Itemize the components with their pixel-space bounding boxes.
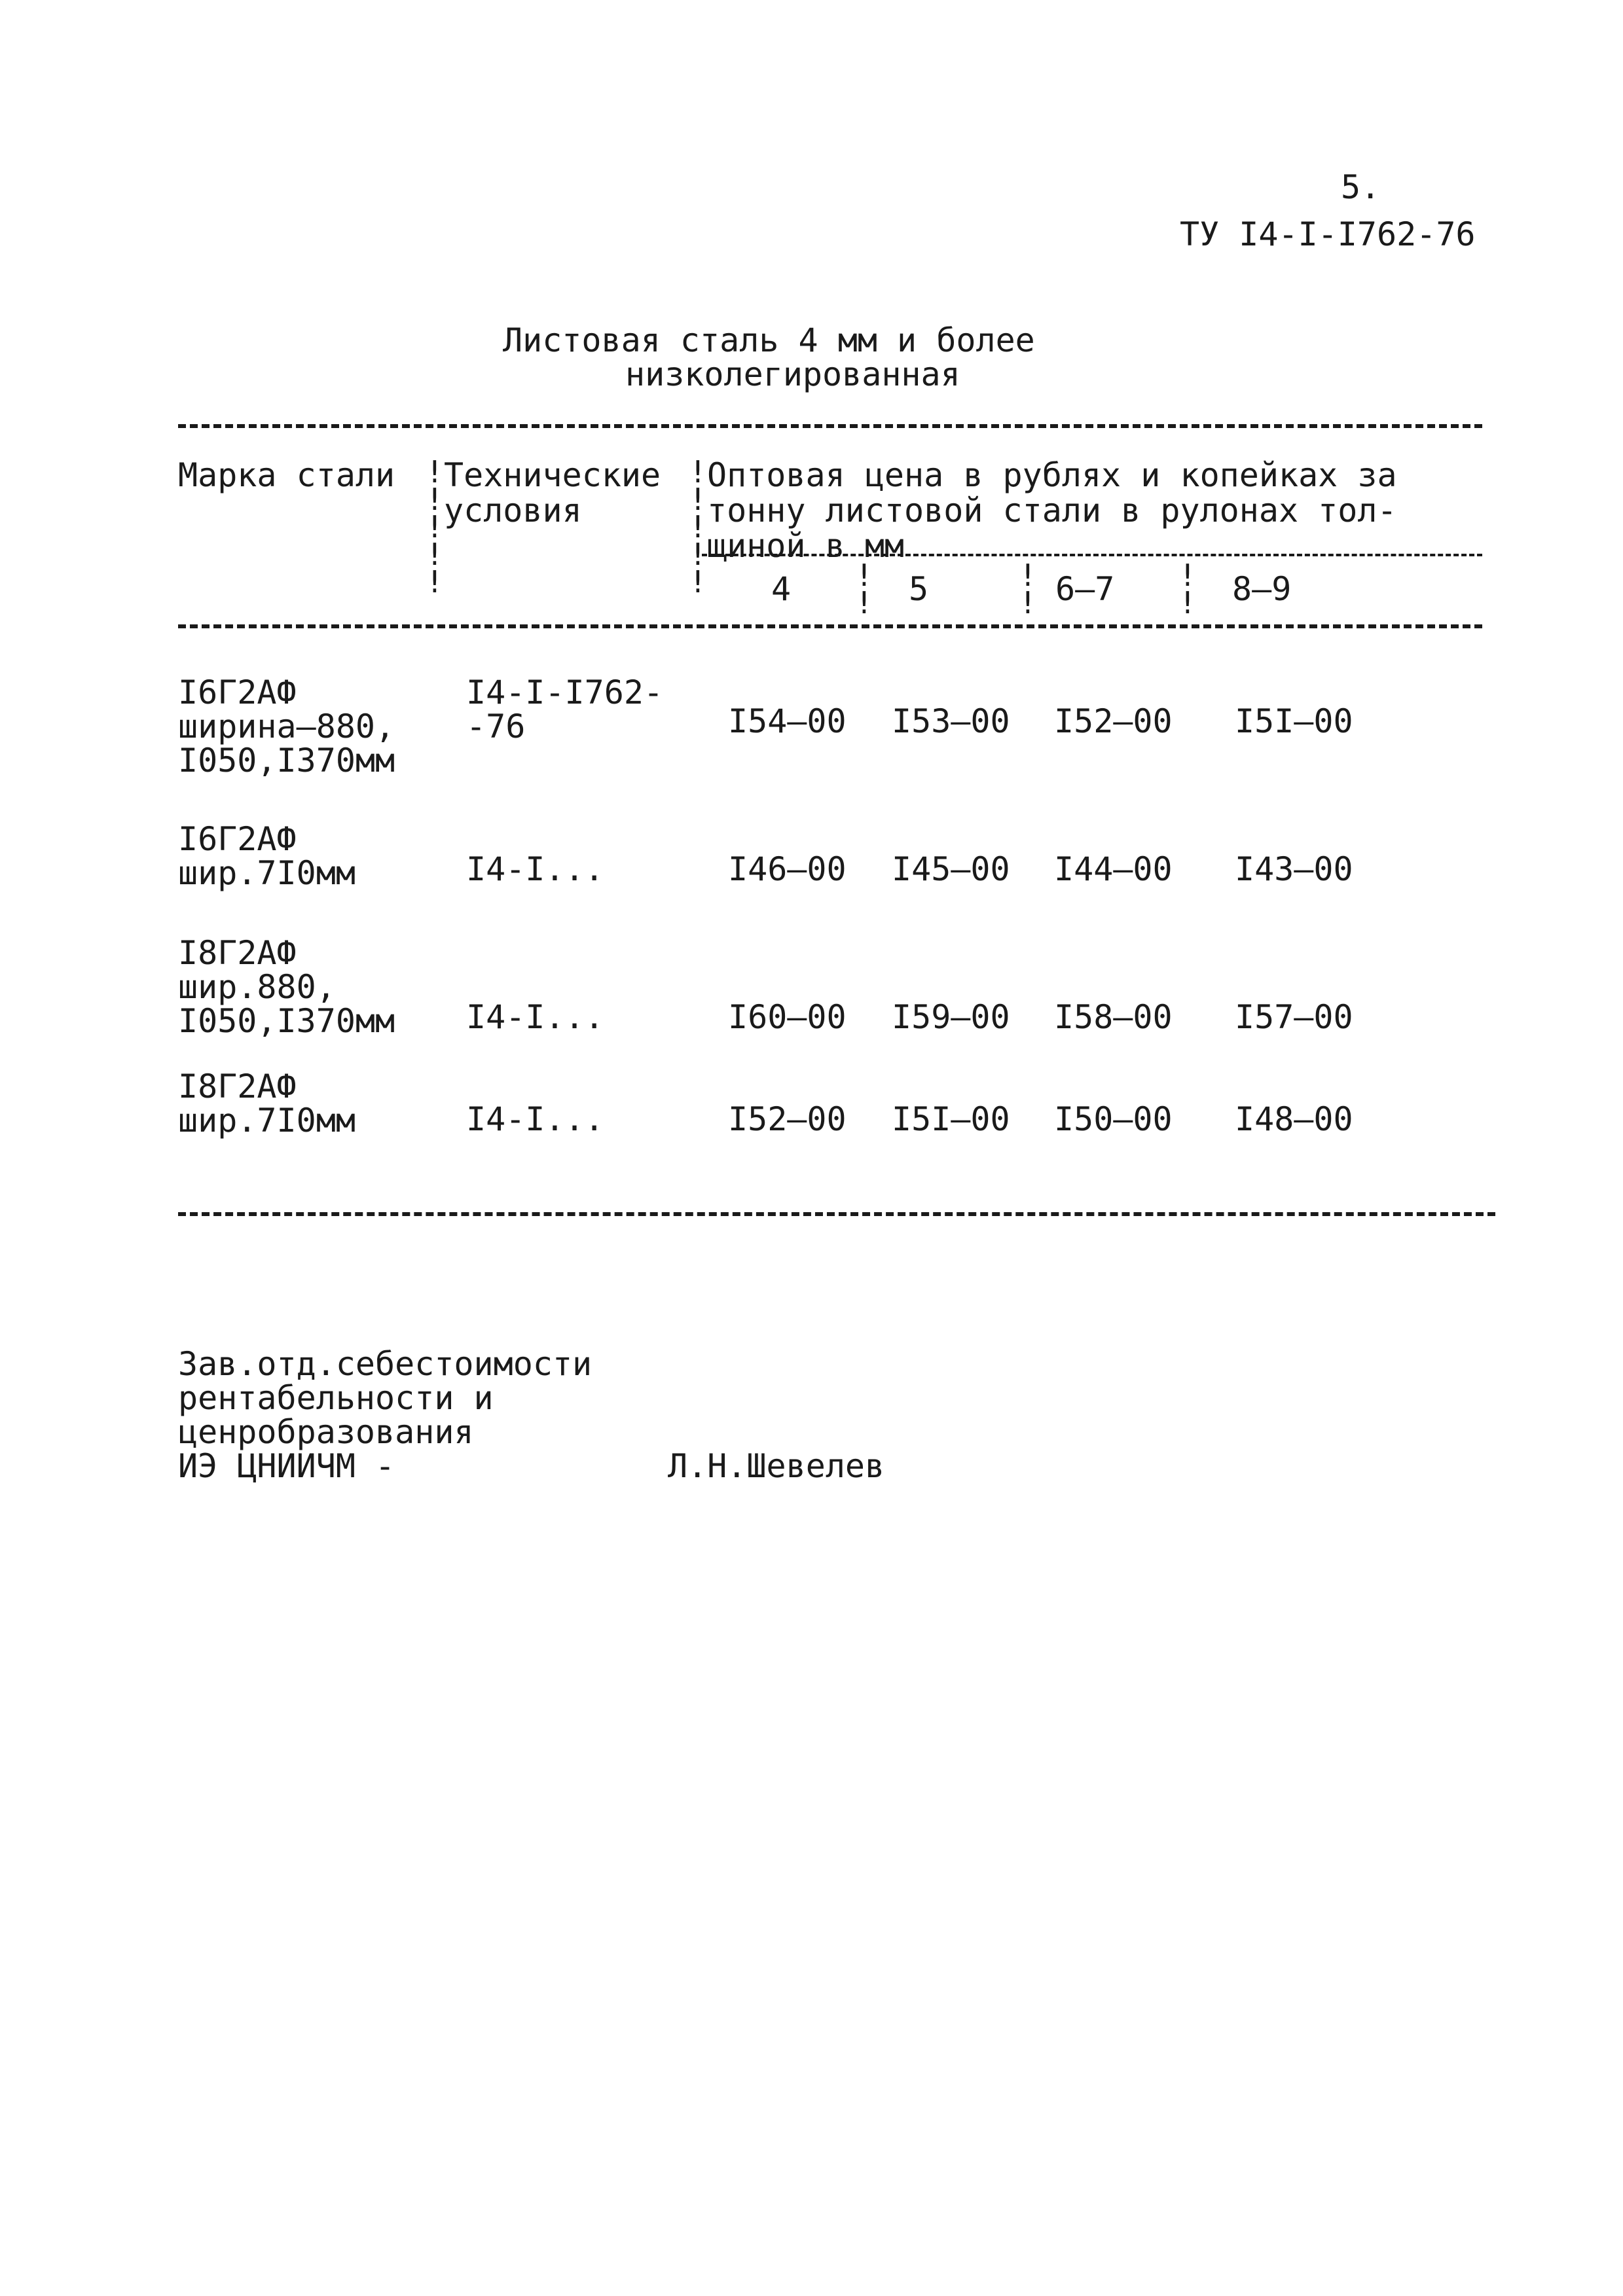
row1-price-4: I54–00 <box>728 702 847 740</box>
thickness-4: 4 <box>771 570 792 608</box>
row1-grade-line-2: ширина–880, <box>178 708 395 745</box>
row2-price-5: I45–00 <box>892 850 1010 888</box>
table-bottom-rule <box>178 1212 1495 1216</box>
row2-tu: I4-I... <box>466 850 604 888</box>
thickness-separator-3: ! ! <box>1178 558 1197 620</box>
signature-line-3: ценробразования <box>178 1413 474 1451</box>
thickness-separator-1: ! ! <box>855 558 873 620</box>
row2-grade-line-2: шир.7I0мм <box>178 854 356 892</box>
row1-grade-line-1: I6Г2АФ <box>178 673 297 711</box>
row4-price-8-9: I48–00 <box>1235 1100 1353 1138</box>
row3-price-4: I60–00 <box>728 998 847 1036</box>
title-line-1: Листовая сталь 4 мм и более <box>503 321 1035 359</box>
price-subheader-rule <box>702 554 1482 556</box>
row3-grade-line-2: шир.880, <box>178 968 336 1006</box>
table-header-rule <box>178 624 1482 628</box>
header-separator-1: ! ! ! ! ! <box>426 454 444 600</box>
thickness-5: 5 <box>909 570 929 608</box>
title-line-2: низколегированная <box>625 355 960 393</box>
header-price-line-2: тонну листовой стали в рулонах тол- <box>707 492 1397 529</box>
row2-price-8-9: I43–00 <box>1235 850 1353 888</box>
header-price-line-1: Оптовая цена в рублях и копейках за <box>707 456 1397 494</box>
row3-price-6-7: I58–00 <box>1054 998 1173 1036</box>
row2-price-4: I46–00 <box>728 850 847 888</box>
signature-line-2: рентабельности и <box>178 1379 494 1417</box>
row3-grade-line-3: I050,I370мм <box>178 1002 395 1040</box>
page-number: 5. <box>1341 168 1381 206</box>
row3-price-8-9: I57–00 <box>1235 998 1353 1036</box>
row4-tu: I4-I... <box>466 1100 604 1138</box>
row4-grade-line-2: шир.7I0мм <box>178 1102 356 1139</box>
thickness-8-9: 8–9 <box>1232 570 1292 608</box>
document-code: ТУ I4-I-I762-76 <box>1180 215 1476 253</box>
thickness-6-7: 6–7 <box>1055 570 1115 608</box>
row1-price-8-9: I5I–00 <box>1235 702 1353 740</box>
row3-price-5: I59–00 <box>892 998 1010 1036</box>
row4-price-4: I52–00 <box>728 1100 847 1138</box>
row1-tu-line-1: I4-I-I762- <box>466 673 664 711</box>
row1-tu-line-2: -76 <box>466 708 526 745</box>
signature-line-4: ИЭ ЦНИИЧМ - <box>178 1447 395 1485</box>
row1-price-6-7: I52–00 <box>1054 702 1173 740</box>
header-tu-line-2: условия <box>444 492 582 529</box>
row3-grade-line-1: I8Г2АФ <box>178 934 297 972</box>
header-price-line-3: щиной в мм <box>707 527 905 565</box>
row2-price-6-7: I44–00 <box>1054 850 1173 888</box>
row1-grade-line-3: I050,I370мм <box>178 742 395 780</box>
row4-price-6-7: I50–00 <box>1054 1100 1173 1138</box>
row4-price-5: I5I–00 <box>892 1100 1010 1138</box>
row3-tu: I4-I... <box>466 998 604 1036</box>
signature-line-1: Зав.отд.себестоимости <box>178 1345 593 1383</box>
header-grade: Марка стали <box>178 456 395 494</box>
table-top-rule <box>178 424 1482 428</box>
header-tu-line-1: Технические <box>444 456 661 494</box>
header-separator-2: ! ! ! ! ! <box>689 454 707 600</box>
row4-grade-line-1: I8Г2АФ <box>178 1067 297 1105</box>
row2-grade-line-1: I6Г2АФ <box>178 820 297 858</box>
signatory-name: Л.Н.Шевелев <box>668 1447 885 1485</box>
thickness-separator-2: ! ! <box>1019 558 1037 620</box>
row1-price-5: I53–00 <box>892 702 1010 740</box>
